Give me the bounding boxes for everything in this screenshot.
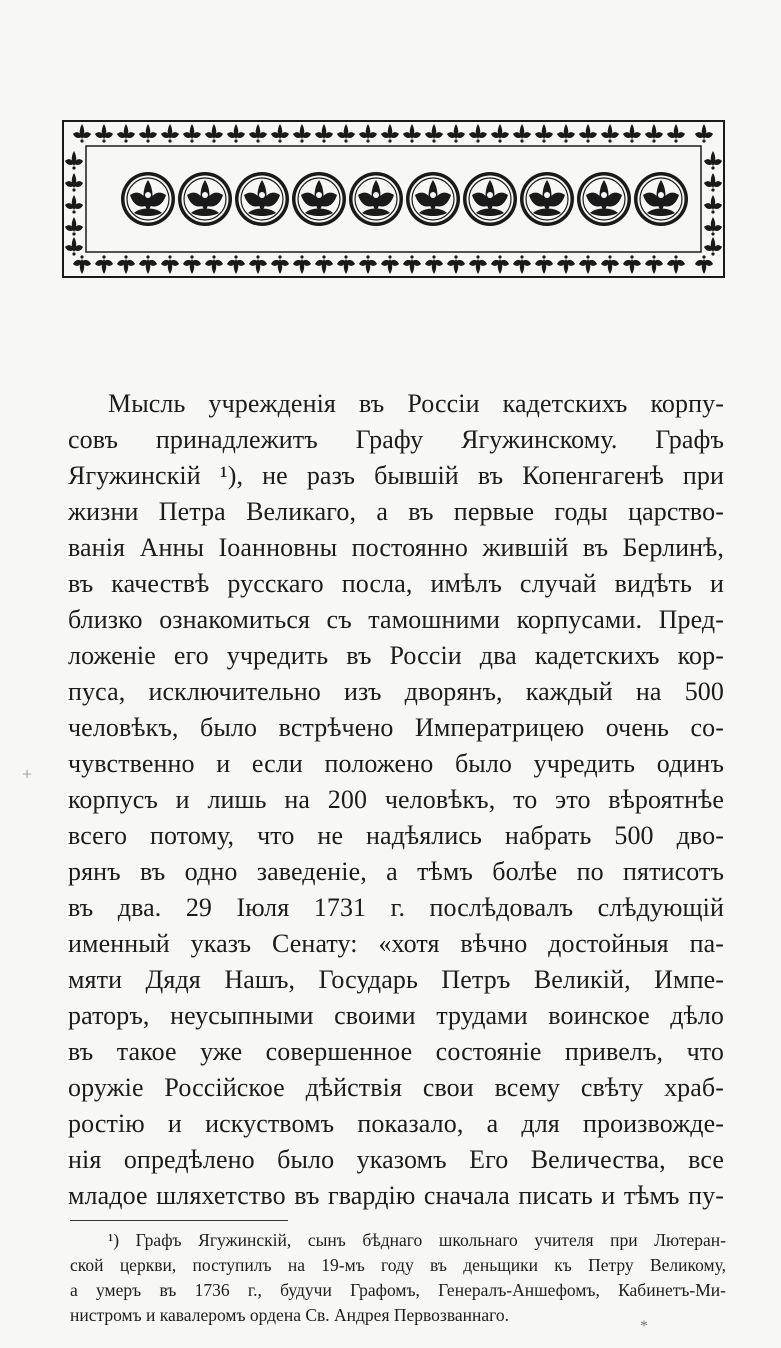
body-line: ванія Анны Іоанновны постоянно жившій въ Берлинѣ, <box>68 533 724 562</box>
footnote-line: ской церкви, поступилъ на 19-мъ году въ деньщики къ Петру Великому, <box>70 1255 726 1275</box>
body-line: жизни Петра Великаго, а въ первые годы царство- <box>68 497 724 526</box>
body-line: всего потому, что не надѣялись набрать 500 дво- <box>68 821 724 850</box>
body-line: пуса, исключительно изъ дворянъ, каждый на 500 <box>68 677 724 706</box>
body-line: въ такое уже совершенное состояніе привелъ, что <box>68 1037 724 1066</box>
body-line: человѣкъ, было встрѣчено Императрицею очень со- <box>68 713 724 742</box>
crop-mark: + <box>22 764 33 784</box>
body-line: корпусъ и лишь на 200 человѣкъ, то это вѣроятнѣе <box>68 785 724 814</box>
body-line: въ качествѣ русскаго посла, имѣлъ случай видѣть и <box>68 569 724 598</box>
body-line: раторъ, неусыпными своими трудами воинское дѣло <box>68 1001 724 1030</box>
body-line: именный указъ Сенату: «хотя вѣчно достойныя па- <box>68 929 724 958</box>
body-line: рянъ въ одно заведеніе, а тѣмъ болѣе по пятисотъ <box>68 857 724 886</box>
body-line: мяти Дядя Нашъ, Государь Петръ Великій, Импе- <box>68 965 724 994</box>
footnote-line: нистромъ и кавалеромъ ордена Св. Андрея Первозваннаго. <box>70 1305 509 1325</box>
body-line: младое шляхетство въ гвардію сначала писать и тѣмъ пу- <box>68 1181 724 1210</box>
body-line: ростію и искуствомъ показало, а для произвожде- <box>68 1109 724 1138</box>
body-line: совъ принадлежитъ Графу Ягужинскому. Графъ <box>68 425 724 454</box>
signature-mark: * <box>640 1318 648 1335</box>
footnote-line: а умеръ въ 1736 г., будучи Графомъ, Генералъ-Аншефомъ, Кабинетъ-Ми- <box>70 1280 726 1300</box>
body-line: Ягужинскій ¹), не разъ бывшій въ Копенгагенѣ при <box>68 461 724 490</box>
footnote-separator <box>70 1220 288 1221</box>
body-line: чувственно и если положено было учредить одинъ <box>68 749 724 778</box>
footnote-line: ¹) Графъ Ягужинскій, сынъ бѣднаго школьнаго учителя при Лютеран- <box>108 1230 726 1250</box>
body-line: Мысль учрежденія въ Россіи кадетскихъ корпу- <box>108 389 724 418</box>
body-line: ложеніе его учредить въ Россіи два кадетскихъ кор- <box>68 641 724 670</box>
body-line: близко ознакомиться съ тамошними корпусами. Пред- <box>68 605 724 634</box>
body-line: нія опредѣлено было указомъ Его Величества, все <box>68 1145 724 1174</box>
body-line: въ два. 29 Іюля 1731 г. послѣдовалъ слѣдующій <box>68 893 724 922</box>
body-line: оружіе Россійское дѣйствія свои всему свѣту храб- <box>68 1073 724 1102</box>
decorative-headpiece-ornament <box>60 118 727 280</box>
